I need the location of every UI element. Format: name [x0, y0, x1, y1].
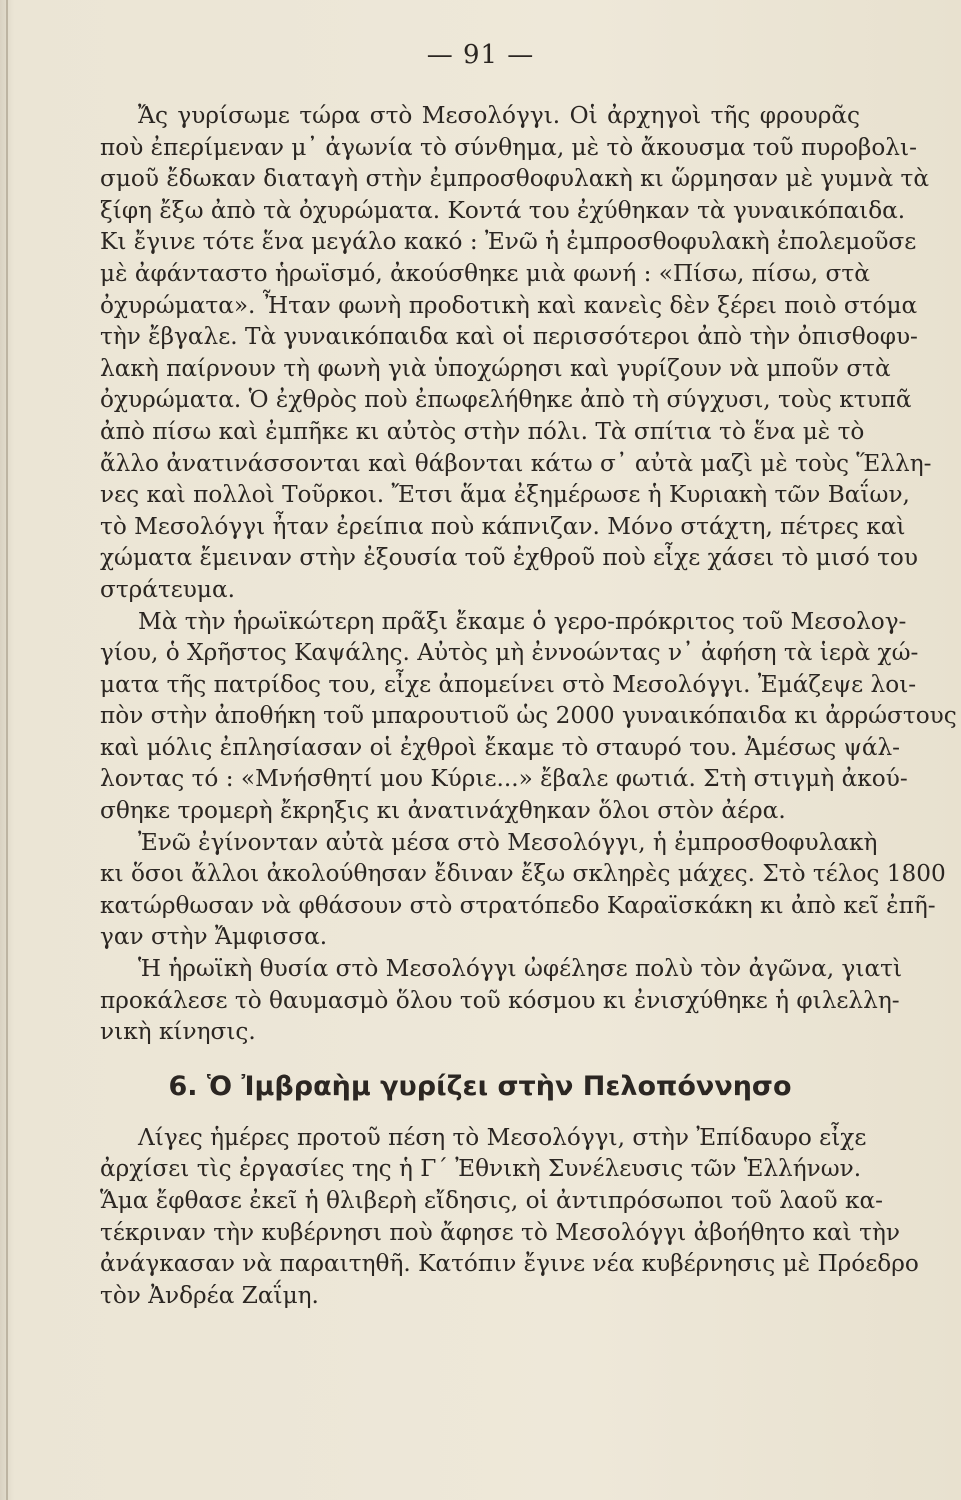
text-line: τὸν Ἀνδρέα Ζαΐμη. — [100, 1281, 319, 1309]
text-line: ὀχυρώματα. Ὁ ἐχθρὸς ποὺ ἐπωφελήθηκε ἀπὸ τὴ σύγχυσι, τοὺς κτυπᾶ — [100, 386, 912, 414]
paragraph — [100, 606, 957, 827]
section-heading: 6. Ὁ Ἰμβραὴμ γυρίζει στὴν Πελοπόννησο — [168, 1070, 792, 1102]
text-line: τέκριναν τὴν κυβέρνησι ποὺ ἄφησε τὸ Μεσολόγγι ἀβοήθητο καὶ τὴν — [100, 1218, 900, 1246]
text-line: ποὺ ἐπερίμεναν μ᾽ ἀγωνία τὸ σύνθημα, μὲ τὸ ἄκουσμα τοῦ πυροβολι- — [100, 133, 917, 161]
text-line: Ἐνῶ ἐγίνονταν αὐτὰ μέσα στὸ Μεσολόγγι, ἡ ἐμπροσθοφυλακὴ — [138, 828, 878, 856]
page-number: — 91 — — [426, 40, 535, 70]
text-line: ἀπὸ πίσω καὶ ἐμπῆκε κι αὐτὸς στὴν πόλι. Τὰ σπίτια τὸ ἕνα μὲ τὸ — [100, 417, 865, 445]
text-line: Λίγες ἡμέρες προτοῦ πέση τὸ Μεσολόγγι, στὴν Ἐπίδαυρο εἶχε — [138, 1123, 867, 1151]
text-line: ἀρχίσει τὶς ἐργασίες της ἡ Γ´ Ἐθνικὴ Συνέλευσις τῶν Ἑλλήνων. — [100, 1155, 862, 1183]
text-line: ματα τῆς πατρίδος του, εἶχε ἀπομείνει στὸ Μεσολόγγι. Ἐμάζεψε λοι- — [100, 670, 917, 698]
text-line: Ἄς γυρίσωμε τώρα στὸ Μεσολόγγι. Οἱ ἀρχηγοὶ τῆς φρουρᾶς — [138, 102, 860, 129]
text-line: γαν στὴν Ἄμφισσα. — [100, 923, 328, 951]
binding-edge — [6, 0, 8, 1500]
text-line: ὀχυρώματα». Ἦταν φωνὴ προδοτικὴ καὶ κανεὶς δὲν ξέρει ποιὸ στόμα — [100, 291, 918, 319]
text-line: ξίφη ἔξω ἀπὸ τὰ ὀχυρώματα. Κοντά του ἐχύθηκαν τὰ γυναικόπαιδα. — [100, 196, 906, 224]
text-line: τὸ Μεσολόγγι ἦταν ἐρείπια ποὺ κάπνιζαν. Μόνο στάχτη, πέτρες καὶ — [100, 512, 906, 540]
text-line: νες καὶ πολλοὶ Τοῦρκοι. Ἔτσι ἅμα ἐξημέρωσε ἡ Κυριακὴ τῶν Βαΐων, — [100, 481, 910, 509]
text-line: ἀνάγκασαν νὰ παραιτηθῆ. Κατόπιν ἔγινε νέα κυβέρνησις μὲ Πρόεδρο — [100, 1250, 919, 1278]
text-line: προκάλεσε τὸ θαυμασμὸ ὅλου τοῦ κόσμου κι ἐνισχύθηκε ἡ φιλελλη- — [100, 986, 900, 1014]
text-line: σθηκε τρομερὴ ἔκρηξις κι ἀνατινάχθηκαν ὅλοι στὸν ἀέρα. — [100, 797, 786, 825]
text-line: κι ὅσοι ἄλλοι ἀκολούθησαν ἔδιναν ἔξω σκληρὲς μάχες. Στὸ τέλος 1800 — [100, 860, 946, 888]
text-line: μὲ ἀφάνταστο ἡρωϊσμό, ἀκούσθηκε μιὰ φωνή : «Πίσω, πίσω, στὰ — [100, 259, 870, 287]
text-line: χώματα ἔμειναν στὴν ἐξουσία τοῦ ἐχθροῦ ποὺ εἶχε χάσει τὸ μισό του — [100, 544, 918, 572]
paragraph — [100, 827, 946, 953]
paragraph — [100, 953, 903, 1048]
text-line: ἄλλο ἀνατινάσσονται καὶ θάβονται κάτω σ᾽ αὐτὰ μαζὶ μὲ τοὺς Ἕλλη- — [100, 449, 932, 477]
text-line: κατώρθωσαν νὰ φθάσουν στὸ στρατόπεδο Καραϊσκάκη κι ἀπὸ κεῖ ἐπῆ- — [100, 891, 936, 919]
text-line: λοντας τό : «Μνήσθητί μου Κύριε...» ἔβαλε φωτιά. Στὴ στιγμὴ ἀκού- — [100, 765, 908, 793]
body-text-before-heading — [100, 100, 957, 1048]
text-line: σμοῦ ἔδωκαν διαταγὴ στὴν ἐμπροσθοφυλακὴ κι ὥρμησαν μὲ γυμνὰ τὰ — [100, 165, 930, 193]
page-text — [100, 100, 957, 1311]
text-line: τὴν ἔβγαλε. Τὰ γυναικόπαιδα καὶ οἱ περισσότεροι ἀπὸ τὴν ὀπισθοφυ- — [100, 323, 918, 351]
text-line: στράτευμα. — [100, 575, 235, 603]
text-line: νικὴ κίνησις. — [100, 1018, 256, 1046]
body-text-after-heading — [100, 1122, 919, 1312]
text-line: γίου, ὁ Χρῆστος Καψάλης. Αὐτὸς μὴ ἐννοώντας ν᾽ ἀφήση τὰ ἱερὰ χώ- — [100, 639, 919, 667]
text-line: Ἅμα ἔφθασε ἐκεῖ ἡ θλιβερὴ εἴδησις, οἱ ἀντιπρόσωποι τοῦ λαοῦ κα- — [100, 1187, 883, 1214]
text-line: Κι ἔγινε τότε ἕνα μεγάλο κακό : Ἐνῶ ἡ ἐμπροσθοφυλακὴ ἐπολεμοῦσε — [100, 228, 917, 256]
paragraph — [100, 1122, 919, 1312]
paragraph — [100, 100, 932, 606]
text-line: Ἡ ἡρωϊκὴ θυσία στὸ Μεσολόγγι ὠφέλησε πολὺ τὸν ἀγῶνα, γιατὶ — [138, 955, 903, 983]
text-line: πὸν στὴν ἀποθήκη τοῦ μπαρουτιοῦ ὡς 2000 γυναικόπαιδα κι ἀρρώστους — [100, 702, 957, 730]
text-line: Μὰ τὴν ἡρωϊκώτερη πρᾶξι ἔκαμε ὁ γερο-πρόκριτος τοῦ Μεσολογ- — [138, 607, 907, 635]
text-line: λακὴ παίρνουν τὴ φωνὴ γιὰ ὑποχώρησι καὶ γυρίζουν νὰ μποῦν στὰ — [100, 354, 891, 382]
text-line: καὶ μόλις ἐπλησίασαν οἱ ἐχθροὶ ἔκαμε τὸ σταυρό του. Ἀμέσως ψάλ- — [100, 733, 901, 761]
